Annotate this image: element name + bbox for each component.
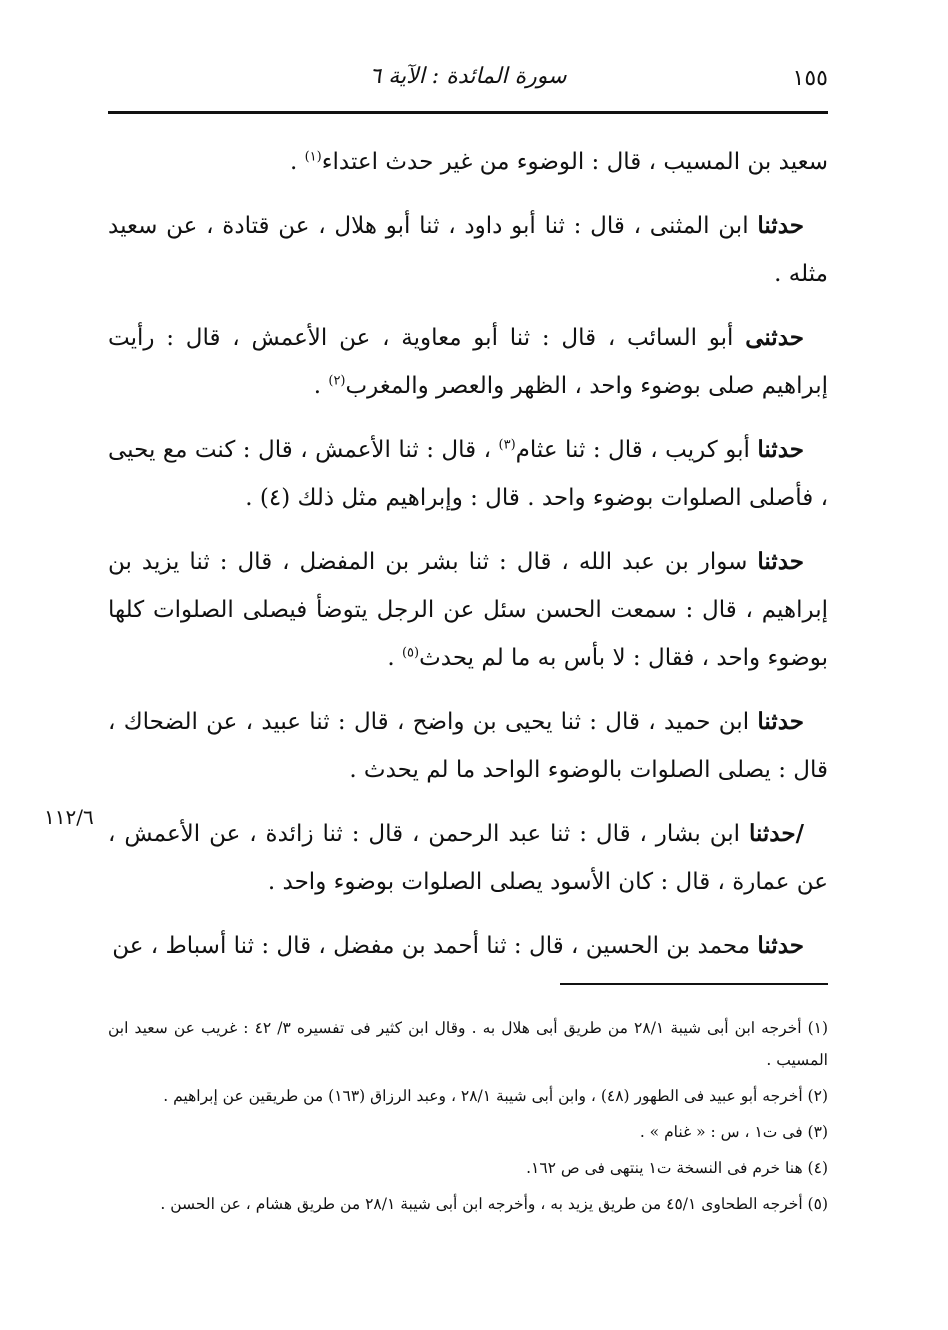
paragraph-end: . [313,373,329,399]
paragraph-text: ابن حميد ، قال : ثنا يحيى بن واضح ، قال : ثنا عبيد ، عن الضحاك ، قال : يصلى الصلوات بالوضوء الواحد ما لم يحدث . [108,709,828,783]
paragraph-text: ابن المثنى ، قال : ثنا أبو داود ، ثنا أبو هلال ، عن قتادة ، عن سعيد مثله . [108,213,828,287]
paragraph-text: سوار بن عبد الله ، قال : ثنا بشر بن المفضل ، قال : ثنا يزيد بن إبراهيم ، قال : سمعت الحسن سئل عن الرجل يتوضأ فيصلى الصلوات كلها بوضوء واحد ، فقال : لا بأس به ما لم يحدث [108,549,828,671]
footnote-separator [560,983,828,985]
paragraph-2 [108,202,828,298]
footnote-ref: (١) [304,149,322,165]
header-rule [108,111,828,114]
margin-reference: ١١٢/٦ [44,805,94,829]
paragraph-6 [108,698,828,794]
paragraph-end: . [387,645,402,671]
narration-keyword: حدثنا [757,708,804,735]
narration-keyword: حدثنا [757,212,804,239]
paragraph-end: ، قال : ثنا الأعمش ، قال : كنت مع يحيى ، فأصلى الصلوات بوضوء واحد . قال : وإبراهيم مثل ذلك (٤) . [108,437,828,511]
narration-keyword: حدثنى [745,324,804,351]
footnote-2: (٢) أخرجه أبو عبيد فى الطهور (٤٨) ، وابن أبى شيبة ٢٨/١ ، وعبد الرزاق (١٦٣) من طريقين عن إبراهيم . [163,1087,828,1105]
paragraph-text: أبو كريب ، قال : ثنا عثام [515,437,758,463]
page-header [108,58,828,102]
narration-keyword: /حدثنا [748,820,804,847]
page-number: ١٥٥ [792,66,828,91]
paragraph-3 [108,314,828,410]
footnotes [108,1012,828,1224]
footnote-ref: (٥) [401,645,420,661]
paragraph-8 [108,922,828,970]
paragraph-text: ابن بشار ، قال : ثنا عبد الرحمن ، قال : ثنا زائدة ، عن الأعمش ، عن عمارة ، قال : كان الأسود يصلى الصلوات بوضوء واحد . [108,821,828,895]
footnote-ref: (٢) [328,373,346,389]
footnote-5: (٥) أخرجه الطحاوى ٤٥/١ من طريق يزيد به ، وأخرجه ابن أبى شيبة ٢٨/١ من طريق هشام ، عن الحسن . [160,1195,828,1213]
footnote-ref: (٣) [498,437,516,453]
paragraph-1 [108,138,828,186]
footnote-3: (٣) فى ت١ ، س : « غنام » . [639,1123,828,1141]
footnote-4: (٤) هنا خرم فى النسخة ت١ ينتهى فى ص ١٦٢. [526,1159,828,1177]
main-text [108,138,828,986]
paragraph-text: محمد بن الحسين ، قال : ثنا أحمد بن مفضل ، قال : ثنا أسباط ، عن [112,933,758,959]
paragraph-5 [108,538,828,682]
narration-keyword: حدثنا [757,436,804,463]
narration-keyword: حدثنا [757,548,804,575]
narration-keyword: حدثنا [757,932,804,959]
running-title: سورة المائدة : الآية ٦ [369,64,567,89]
footnote-1: (١) أخرجه ابن أبى شيبة ٢٨/١ من طريق أبى هلال به . وقال ابن كثير فى تفسيره ٣/ ٤٢ : غريب عن سعيد ابن المسيب . [108,1019,829,1069]
paragraph-text: سعيد بن المسيب ، قال : الوضوء من غير حدث اعتداء [321,149,828,175]
paragraph-7 [108,810,828,906]
paragraph-text: أبو السائب ، قال : ثنا أبو معاوية ، عن الأعمش ، قال : رأيت إبراهيم صلى بوضوء واحد ، الظهر والعصر والمغرب [108,325,828,399]
paragraph-4 [108,426,828,522]
paragraph-end: . [289,149,305,175]
